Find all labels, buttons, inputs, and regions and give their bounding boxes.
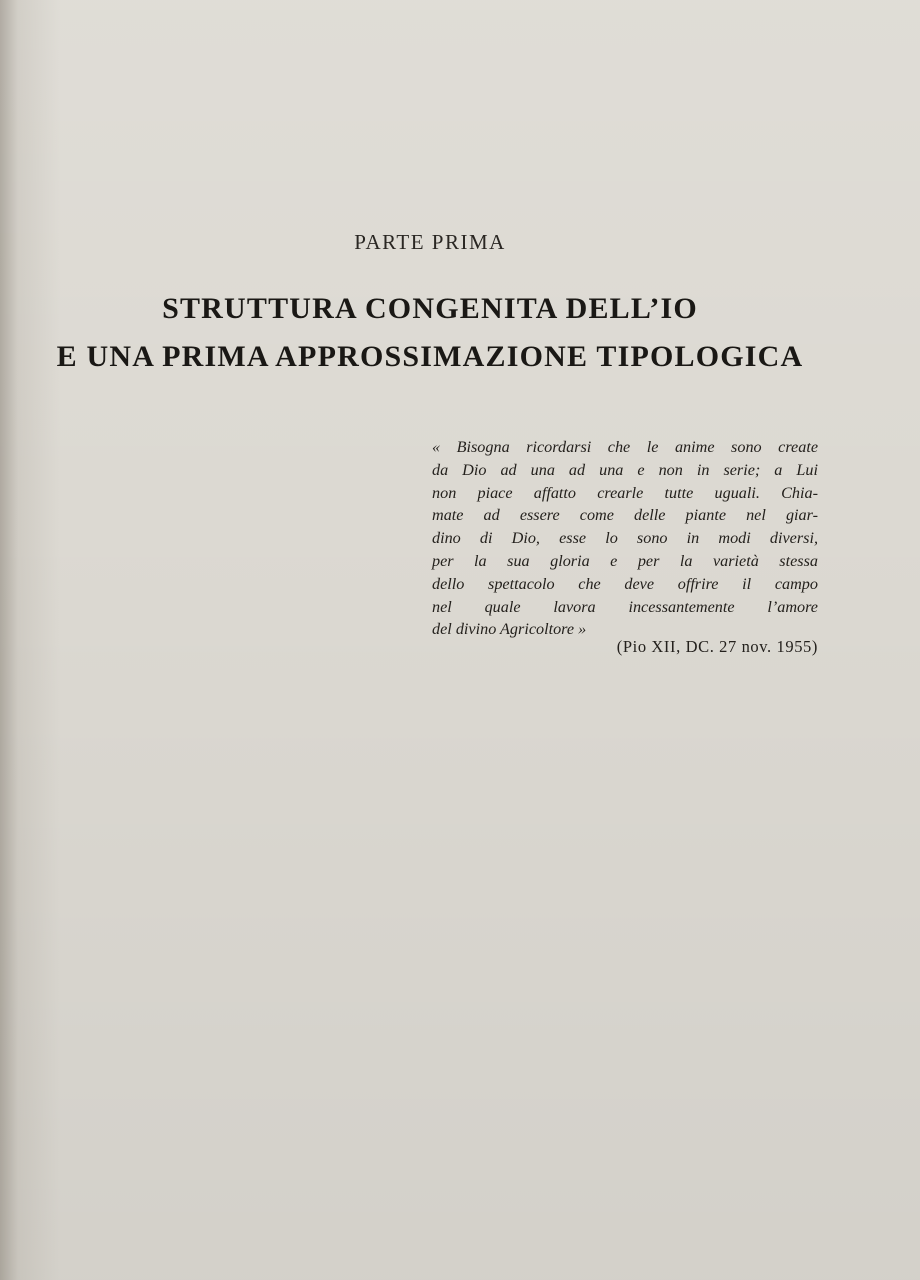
chapter-title-line-1: STRUTTURA CONGENITA DELL’IO [162,292,698,325]
part-label: PARTE PRIMA [354,230,506,254]
epigraph-line: « Bisogna ricordarsi che le anime sono create [432,438,818,456]
epigraph-line: dino di Dio, esse lo sono in modi diversi, [432,529,818,548]
epigraph-line: per la sua gloria e per la varietà stessa [432,551,818,570]
epigraph-line: non piace affatto crearle tutte uguali. Chia- [432,483,818,502]
chapter-title-line-2: E UNA PRIMA APPROSSIMAZIONE TIPOLOGICA [56,340,804,373]
epigraph-line: da Dio ad una ad una e non in serie; a Lui [432,460,818,479]
epigraph-line: nel quale lavora incessantemente l’amore [432,597,818,616]
epigraph-citation: (Pio XII, DC. 27 nov. 1955) [616,637,818,656]
epigraph-quote [432,436,818,641]
epigraph-line: del divino Agricoltore » [432,620,587,639]
epigraph-line: dello spettacolo che deve offrire il campo [432,574,818,593]
epigraph-line: mate ad essere come delle piante nel giar- [432,506,818,525]
